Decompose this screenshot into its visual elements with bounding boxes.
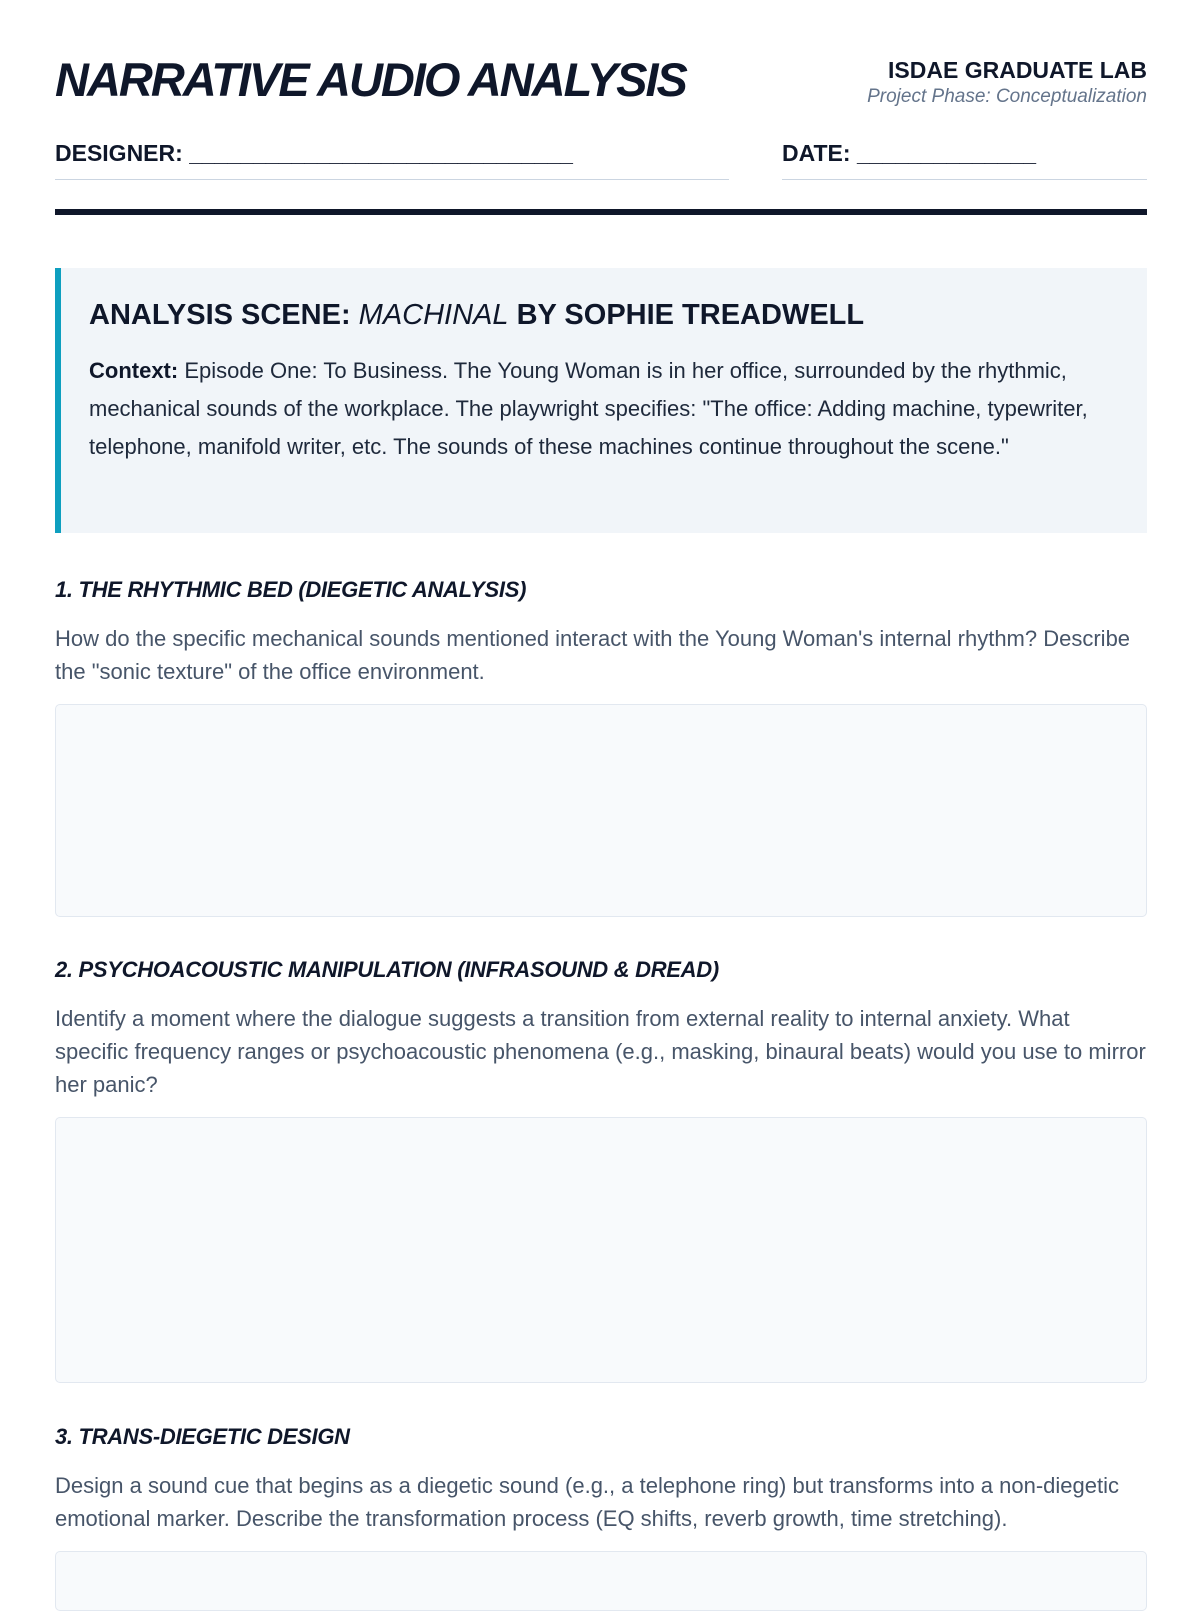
context-text: Episode One: To Business. The Young Woman is in her office, surrounded by the rhythmic, mechanical sounds of the workplace. The playwright specifies: "The office: Adding machine, typewriter, telephone, manifold writer, etc. The sounds of these machines continue throughout the scene." <box>89 358 1088 459</box>
question-1 <box>55 576 1147 917</box>
answer-box[interactable] <box>55 1551 1147 1611</box>
date-label: DATE: <box>782 140 851 166</box>
date-field[interactable] <box>782 140 1147 180</box>
form-fields <box>55 128 1147 182</box>
scene-title-prefix: ANALYSIS SCENE: <box>89 299 351 331</box>
project-phase: Project Phase: Conceptualization <box>867 86 1147 107</box>
scene-context <box>89 352 1117 466</box>
scene-title <box>89 298 1117 332</box>
question-prompt: Identify a moment where the dialogue suggests a transition from external reality to internal anxiety. What specific frequency ranges or psychoacoustic phenomena (e.g., masking, binaural beats) would you use to mirror her panic? <box>55 1006 1146 1097</box>
question-prompt: Design a sound cue that begins as a diegetic sound (e.g., a telephone ring) but transforms into a non-diegetic emotional marker. Describe the transformation process (EQ shifts, reverb growth, time stretching). <box>55 1473 1120 1531</box>
scene-callout <box>55 268 1147 533</box>
designer-blank: ______________________________ <box>189 140 573 166</box>
question-heading: 2. PSYCHOACOUSTIC MANIPULATION (INFRASOUND & DREAD) <box>55 957 719 982</box>
scene-title-suffix: BY SOPHIE TREADWELL <box>516 299 865 331</box>
context-label: Context: <box>89 358 179 383</box>
header <box>55 0 1147 128</box>
date-blank: ______________ <box>856 140 1037 166</box>
answer-box[interactable] <box>55 704 1147 917</box>
designer-label: DESIGNER: <box>55 140 183 166</box>
lab-info <box>867 56 1147 110</box>
worksheet-page <box>55 0 1147 1531</box>
question-prompt: How do the specific mechanical sounds mentioned interact with the Young Woman's internal rhythm? Describe the "sonic texture" of the office environment. <box>55 626 1131 684</box>
lab-name: ISDAE GRADUATE LAB <box>888 57 1147 83</box>
question-heading: 1. THE RHYTHMIC BED (DIEGETIC ANALYSIS) <box>55 577 527 602</box>
question-heading: 3. TRANS-DIEGETIC DESIGN <box>55 1424 350 1449</box>
question-3 <box>55 1423 1147 1611</box>
header-divider <box>55 209 1147 215</box>
question-2 <box>55 956 1147 1383</box>
document-title: NARRATIVE AUDIO ANALYSIS <box>55 53 686 106</box>
answer-box[interactable] <box>55 1117 1147 1383</box>
designer-field[interactable] <box>55 140 729 180</box>
play-title: MACHINAL <box>358 299 509 331</box>
